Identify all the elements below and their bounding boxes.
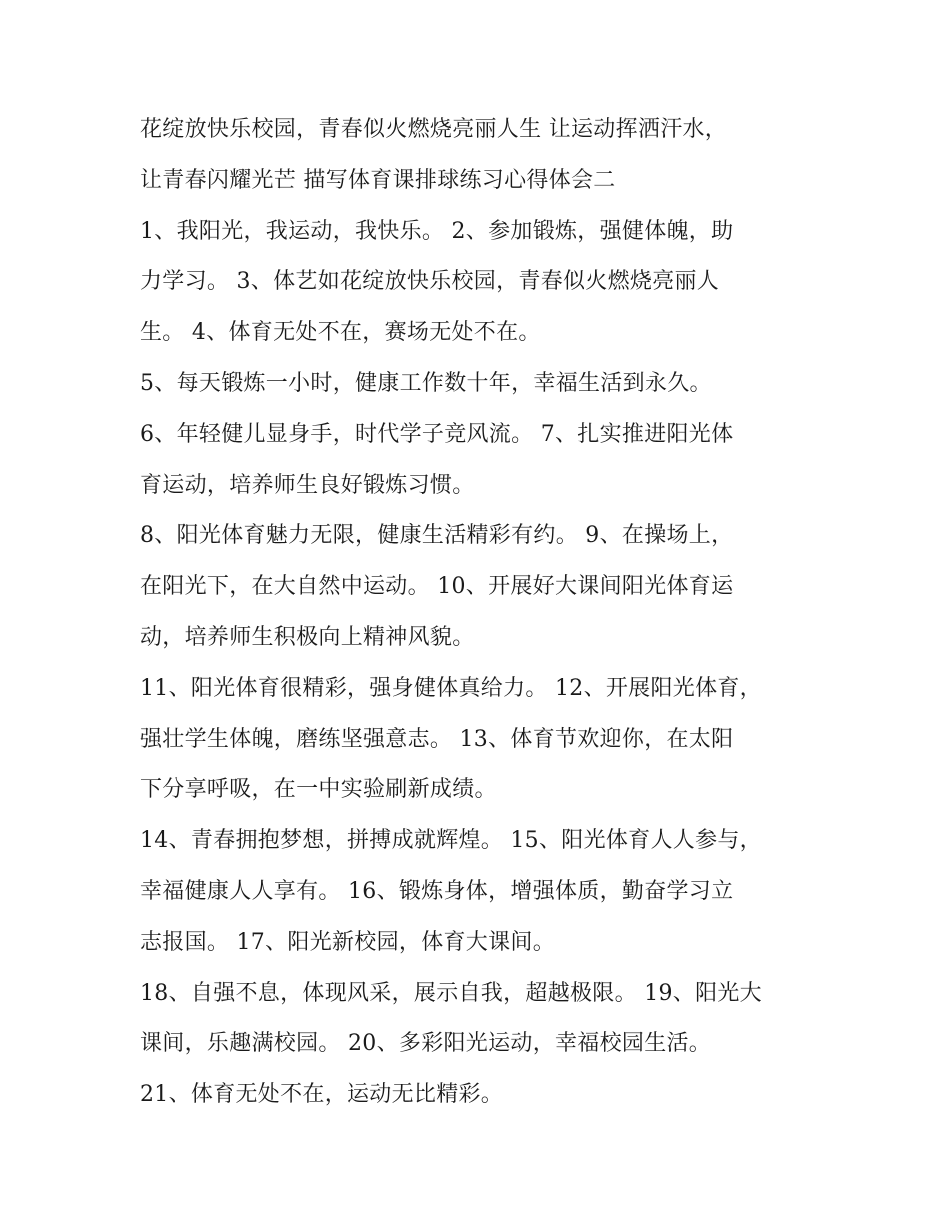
text-line: 让青春闪耀光芒 描写体育课排球练习心得体会二 — [140, 167, 616, 193]
text-line: 在阳光下，在大自然中运动。 10、开展好大课间阳光体育运 — [140, 574, 734, 600]
text-line: 课间，乐趣满校园。 20、多彩阳光运动，幸福校园生活。 — [140, 1031, 712, 1057]
text-line: 11、阳光体育很精彩，强身健体真给力。 12、开展阳光体育， — [140, 675, 762, 701]
text-line: 下分享呼吸，在一中实验刷新成绩。 — [140, 777, 497, 803]
text-line: 志报国。 17、阳光新校园，体育大课间。 — [140, 929, 555, 955]
text-line: 1、我阳光，我运动，我快乐。 2、参加锻炼，强健体魄，助 — [140, 218, 734, 244]
text-line: 5、每天锻炼一小时，健康工作数十年，幸福生活到永久。 — [140, 370, 712, 396]
document-body — [140, 105, 820, 1121]
text-line: 生。 4、体育无处不在，赛场无处不在。 — [140, 320, 541, 346]
text-line: 18、自强不息，体现风采，展示自我，超越极限。 19、阳光大 — [140, 980, 762, 1006]
text-line: 8、阳光体育魅力无限，健康生活精彩有约。 9、在操场上， — [140, 523, 734, 549]
text-line: 力学习。 3、体艺如花绽放快乐校园，青春似火燃烧亮丽人 — [140, 269, 720, 295]
text-line: 花绽放快乐校园，青春似火燃烧亮丽人生 让运动挥洒汗水， — [140, 117, 728, 142]
text-line: 6、年轻健儿显身手，时代学子竞风流。 7、扎实推进阳光体 — [140, 421, 734, 447]
text-line: 动，培养师生积极向上精神风貌。 — [140, 624, 475, 650]
text-line: 幸福健康人人享有。 16、锻炼身体，增强体质，勤奋学习立 — [140, 878, 734, 904]
text-line: 21、体育无处不在，运动无比精彩。 — [140, 1082, 504, 1108]
text-line: 育运动，培养师生良好锻炼习惯。 — [140, 472, 475, 498]
text-line: 强壮学生体魄，磨练坚强意志。 13、体育节欢迎你，在太阳 — [140, 726, 734, 752]
text-line: 14、青春拥抱梦想，拼搏成就辉煌。 15、阳光体育人人参与， — [140, 828, 762, 854]
